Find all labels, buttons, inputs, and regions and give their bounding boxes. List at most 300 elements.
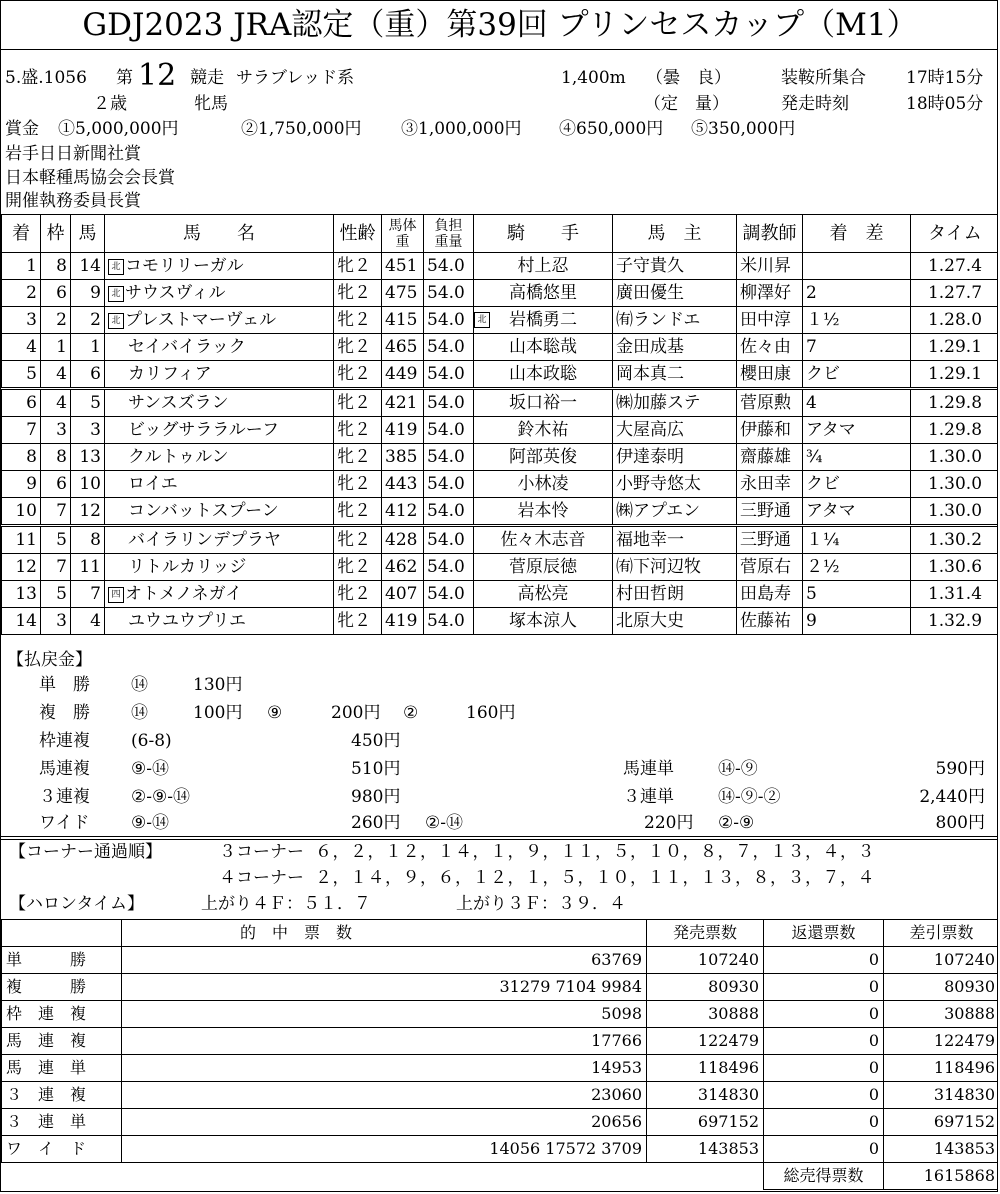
result-bracket: 5 bbox=[41, 581, 71, 608]
sales-type: ３ 連 単 bbox=[2, 1109, 122, 1136]
result-weight: 412 bbox=[382, 498, 424, 526]
award-2: 日本軽種馬協会会長賞 bbox=[5, 168, 175, 188]
result-sexage: 牝２ bbox=[334, 253, 382, 280]
sales-hits: 14953 bbox=[122, 1055, 647, 1082]
result-sexage: 牝２ bbox=[334, 471, 382, 498]
result-owner: ㈱アプエン bbox=[613, 498, 737, 526]
sales-sold: 314830 bbox=[647, 1082, 764, 1109]
col-place: 着 bbox=[2, 215, 41, 253]
result-owner: 伊達泰明 bbox=[613, 444, 737, 471]
prize-1: ①5,000,000円 bbox=[58, 119, 179, 139]
prize-4: ④650,000円 bbox=[559, 119, 664, 139]
prize-2: ②1,750,000円 bbox=[241, 119, 362, 139]
result-place: 3 bbox=[2, 307, 41, 334]
col-weight-label: 馬体重 bbox=[388, 217, 417, 250]
wakuren-label: 枠連複 bbox=[39, 731, 90, 751]
horse-name: セイバイラック bbox=[128, 337, 246, 357]
sales-refund: 0 bbox=[764, 1082, 884, 1109]
result-weight: 465 bbox=[382, 334, 424, 361]
last-3f: 上がり３Ｆ：３９．４ bbox=[456, 894, 626, 914]
result-trainer: 永田幸 bbox=[737, 471, 803, 498]
jockey-name: 坂口裕一 bbox=[509, 393, 577, 413]
result-row bbox=[2, 526, 999, 554]
last-4f: 上がり４Ｆ：５１．７ bbox=[201, 894, 371, 914]
fukusho-label: 複 勝 bbox=[39, 703, 90, 723]
corner-label: 【コーナー通過順】 bbox=[9, 842, 162, 862]
col-number: 馬 bbox=[71, 215, 105, 253]
result-load: 54.0 bbox=[424, 389, 474, 417]
sales-refund: 0 bbox=[764, 974, 884, 1001]
payout-label: 【払戻金】 bbox=[7, 650, 92, 670]
result-weight: 451 bbox=[382, 253, 424, 280]
sales-net: 314830 bbox=[884, 1082, 999, 1109]
sales-type: ワ イ ド bbox=[2, 1136, 122, 1163]
result-bracket: 6 bbox=[41, 280, 71, 307]
result-horse bbox=[105, 280, 334, 307]
prize-3: ③1,000,000円 bbox=[401, 119, 522, 139]
result-time: 1.30.0 bbox=[911, 498, 999, 526]
sales-row bbox=[2, 1001, 999, 1028]
result-place: 7 bbox=[2, 417, 41, 444]
result-time: 1.30.0 bbox=[911, 471, 999, 498]
horse-name: コモリリーガル bbox=[125, 256, 244, 276]
jockey-name: 高松亮 bbox=[517, 584, 569, 604]
sales-hits: 23060 bbox=[122, 1082, 647, 1109]
horse-name: オトメノネガイ bbox=[125, 584, 243, 604]
result-number: 9 bbox=[71, 280, 105, 307]
race-prefix: 第 bbox=[116, 68, 133, 88]
sales-total-label: 総売得票数 bbox=[764, 1163, 884, 1190]
horse-name: カリフィア bbox=[128, 364, 212, 384]
result-time: 1.30.0 bbox=[911, 444, 999, 471]
result-bracket: 4 bbox=[41, 389, 71, 417]
horse-mark-badge: 四 bbox=[108, 587, 124, 603]
result-jockey bbox=[474, 389, 613, 417]
sanrenpuku-combo: ②-⑨-⑭ bbox=[131, 787, 190, 807]
result-sexage: 牝２ bbox=[334, 581, 382, 608]
jockey-name: 岩本怜 bbox=[517, 501, 569, 521]
result-time: 1.28.0 bbox=[911, 307, 999, 334]
sales-refund: 0 bbox=[764, 1001, 884, 1028]
sales-col-hits: 的 中 票 数 bbox=[122, 920, 647, 947]
sales-col-net: 差引票数 bbox=[884, 920, 999, 947]
result-horse bbox=[105, 334, 334, 361]
result-sexage: 牝２ bbox=[334, 498, 382, 526]
result-time: 1.29.1 bbox=[911, 361, 999, 389]
horse-name: サンスズラン bbox=[128, 393, 229, 413]
breed: サラブレッド系 bbox=[236, 68, 355, 88]
result-weight: 475 bbox=[382, 280, 424, 307]
result-margin: １½ bbox=[803, 307, 911, 334]
sales-net: 143853 bbox=[884, 1136, 999, 1163]
fukusho-amount-1: 100円 bbox=[193, 703, 243, 723]
tansho-label: 単 勝 bbox=[39, 675, 90, 695]
fukusho-combo-1: ⑭ bbox=[131, 703, 148, 723]
result-time: 1.32.9 bbox=[911, 608, 999, 635]
sales-sold: 80930 bbox=[647, 974, 764, 1001]
result-weight: 449 bbox=[382, 361, 424, 389]
result-weight: 415 bbox=[382, 307, 424, 334]
race-suffix: 競走 bbox=[190, 68, 224, 88]
award-1: 岩手日日新聞社賞 bbox=[5, 144, 141, 164]
result-load: 54.0 bbox=[424, 471, 474, 498]
jockey-name: 佐々木志音 bbox=[500, 530, 586, 550]
sales-row bbox=[2, 1136, 999, 1163]
divider bbox=[1, 49, 998, 50]
result-number: 3 bbox=[71, 417, 105, 444]
result-jockey bbox=[474, 361, 613, 389]
sales-hits: 31279 7104 9984 bbox=[122, 974, 647, 1001]
result-number: 10 bbox=[71, 471, 105, 498]
corner3-order: ６，２，１２，１４，１，９，１１，５，１０，８，７，１３，４，３ bbox=[315, 842, 875, 862]
sales-row bbox=[2, 974, 999, 1001]
saddling-time: 17時15分 bbox=[906, 68, 984, 88]
sales-net: 697152 bbox=[884, 1109, 999, 1136]
result-owner: 廣田優生 bbox=[613, 280, 737, 307]
horse-name: バイラリンデプラヤ bbox=[128, 530, 281, 550]
result-trainer: 柳澤好 bbox=[737, 280, 803, 307]
result-sexage: 牝２ bbox=[334, 444, 382, 471]
result-sexage: 牝２ bbox=[334, 554, 382, 581]
result-weight: 385 bbox=[382, 444, 424, 471]
sales-hits: 14056 17572 3709 bbox=[122, 1136, 647, 1163]
race-number: 12 bbox=[138, 58, 177, 93]
sanrentan-label: ３連単 bbox=[623, 787, 674, 807]
sales-row bbox=[2, 1082, 999, 1109]
result-time: 1.31.4 bbox=[911, 581, 999, 608]
result-jockey bbox=[474, 307, 613, 334]
horse-name: サウスヴィル bbox=[125, 283, 226, 303]
result-row bbox=[2, 280, 999, 307]
result-row bbox=[2, 581, 999, 608]
result-jockey bbox=[474, 608, 613, 635]
horse-name: クルトゥルン bbox=[128, 447, 229, 467]
result-horse bbox=[105, 471, 334, 498]
col-sexage: 性齢 bbox=[334, 215, 382, 253]
sales-refund: 0 bbox=[764, 1136, 884, 1163]
sales-refund: 0 bbox=[764, 1055, 884, 1082]
result-number: 6 bbox=[71, 361, 105, 389]
sales-type: ３ 連 複 bbox=[2, 1082, 122, 1109]
jockey-name: 阿部英俊 bbox=[509, 447, 577, 467]
sales-sold: 122479 bbox=[647, 1028, 764, 1055]
result-margin: 9 bbox=[803, 608, 911, 635]
jockey-name: 菅原辰徳 bbox=[509, 557, 577, 577]
sales-refund: 0 bbox=[764, 1028, 884, 1055]
sales-type: 複 勝 bbox=[2, 974, 122, 1001]
result-place: 13 bbox=[2, 581, 41, 608]
result-owner: 福地幸一 bbox=[613, 526, 737, 554]
result-load: 54.0 bbox=[424, 361, 474, 389]
result-place: 4 bbox=[2, 334, 41, 361]
result-trainer: 佐々由 bbox=[737, 334, 803, 361]
result-margin: ¾ bbox=[803, 444, 911, 471]
wide-combo-2: ②-⑭ bbox=[425, 813, 463, 833]
result-place: 12 bbox=[2, 554, 41, 581]
sanrentan-amount: 2,440円 bbox=[919, 787, 985, 807]
result-horse bbox=[105, 253, 334, 280]
result-load: 54.0 bbox=[424, 417, 474, 444]
result-horse bbox=[105, 554, 334, 581]
col-jockey: 騎 手 bbox=[474, 215, 613, 253]
horse-name: ロイエ bbox=[128, 474, 178, 494]
result-owner: 岡本真二 bbox=[613, 361, 737, 389]
result-row bbox=[2, 554, 999, 581]
result-horse bbox=[105, 417, 334, 444]
corner4-label: ４コーナー bbox=[219, 868, 304, 888]
result-jockey bbox=[474, 444, 613, 471]
furlong-label: 【ハロンタイム】 bbox=[9, 894, 144, 914]
result-owner: 大屋高広 bbox=[613, 417, 737, 444]
result-bracket: 1 bbox=[41, 334, 71, 361]
result-row bbox=[2, 253, 999, 280]
sales-total-row bbox=[2, 1163, 999, 1190]
tansho-amount: 130円 bbox=[193, 675, 243, 695]
col-time: タイム bbox=[911, 215, 999, 253]
sanrenpuku-amount: 980円 bbox=[351, 787, 401, 807]
result-owner: 北原大史 bbox=[613, 608, 737, 635]
sales-sold: 107240 bbox=[647, 947, 764, 974]
result-time: 1.30.2 bbox=[911, 526, 999, 554]
result-place: 2 bbox=[2, 280, 41, 307]
fukusho-amount-2: 200円 bbox=[331, 703, 381, 723]
result-number: 12 bbox=[71, 498, 105, 526]
result-sexage: 牝２ bbox=[334, 334, 382, 361]
result-owner: 小野寺悠太 bbox=[613, 471, 737, 498]
result-bracket: 7 bbox=[41, 498, 71, 526]
sales-hits: 63769 bbox=[122, 947, 647, 974]
result-time: 1.27.4 bbox=[911, 253, 999, 280]
jockey-name: 小林凌 bbox=[517, 474, 569, 494]
result-owner: ㈱加藤ステ bbox=[613, 389, 737, 417]
result-row bbox=[2, 498, 999, 526]
result-number: 8 bbox=[71, 526, 105, 554]
sales-col-sold: 発売票数 bbox=[647, 920, 764, 947]
result-row bbox=[2, 608, 999, 635]
result-load: 54.0 bbox=[424, 526, 474, 554]
sales-type: 単 勝 bbox=[2, 947, 122, 974]
track-condition: （曇 良） bbox=[646, 68, 731, 88]
result-margin: クビ bbox=[803, 471, 911, 498]
result-bracket: 8 bbox=[41, 444, 71, 471]
umaren-amount: 510円 bbox=[351, 759, 401, 779]
result-load: 54.0 bbox=[424, 253, 474, 280]
col-trainer: 調教師 bbox=[737, 215, 803, 253]
result-bracket: 4 bbox=[41, 361, 71, 389]
sales-sold: 118496 bbox=[647, 1055, 764, 1082]
post-label: 発走時刻 bbox=[781, 94, 849, 114]
result-weight: 419 bbox=[382, 417, 424, 444]
result-number: 13 bbox=[71, 444, 105, 471]
result-load: 54.0 bbox=[424, 334, 474, 361]
result-load: 54.0 bbox=[424, 554, 474, 581]
umatan-combo: ⑭-⑨ bbox=[718, 759, 758, 779]
result-jockey bbox=[474, 253, 613, 280]
result-time: 1.29.8 bbox=[911, 389, 999, 417]
result-owner: ㈲下河辺牧 bbox=[613, 554, 737, 581]
result-jockey bbox=[474, 417, 613, 444]
result-time: 1.30.6 bbox=[911, 554, 999, 581]
result-number: 1 bbox=[71, 334, 105, 361]
horse-mark-badge: 北 bbox=[108, 313, 124, 329]
sales-net: 118496 bbox=[884, 1055, 999, 1082]
sales-net: 30888 bbox=[884, 1001, 999, 1028]
umaren-combo: ⑨-⑭ bbox=[131, 759, 169, 779]
umaren-label: 馬連複 bbox=[39, 759, 90, 779]
result-time: 1.29.1 bbox=[911, 334, 999, 361]
horse-mark-badge: 北 bbox=[108, 286, 124, 302]
result-horse bbox=[105, 581, 334, 608]
sales-row bbox=[2, 1055, 999, 1082]
result-row bbox=[2, 307, 999, 334]
result-number: 2 bbox=[71, 307, 105, 334]
result-bracket: 3 bbox=[41, 417, 71, 444]
result-load: 54.0 bbox=[424, 307, 474, 334]
result-jockey bbox=[474, 471, 613, 498]
results-header-row bbox=[2, 215, 999, 253]
wide-amount-2: 220円 bbox=[644, 813, 694, 833]
result-horse bbox=[105, 526, 334, 554]
result-load: 54.0 bbox=[424, 280, 474, 307]
sales-type: 馬 連 複 bbox=[2, 1028, 122, 1055]
wide-amount-1: 260円 bbox=[351, 813, 401, 833]
jockey-name: 山本政聡 bbox=[509, 364, 577, 384]
umatan-label: 馬連単 bbox=[623, 759, 674, 779]
result-trainer: 菅原右 bbox=[737, 554, 803, 581]
result-place: 5 bbox=[2, 361, 41, 389]
sales-type: 枠 連 複 bbox=[2, 1001, 122, 1028]
result-trainer: 佐藤祐 bbox=[737, 608, 803, 635]
result-owner: 村田哲朗 bbox=[613, 581, 737, 608]
sales-refund: 0 bbox=[764, 1109, 884, 1136]
sales-hits: 5098 bbox=[122, 1001, 647, 1028]
result-horse bbox=[105, 361, 334, 389]
result-trainer: 田中淳 bbox=[737, 307, 803, 334]
result-time: 1.29.8 bbox=[911, 417, 999, 444]
result-margin: 5 bbox=[803, 581, 911, 608]
result-jockey bbox=[474, 498, 613, 526]
horse-name: ユウユウプリエ bbox=[128, 611, 246, 631]
horse-name: リトルカリッジ bbox=[128, 557, 247, 577]
result-time: 1.27.7 bbox=[911, 280, 999, 307]
result-jockey bbox=[474, 526, 613, 554]
result-trainer: 米川昇 bbox=[737, 253, 803, 280]
jockey-name: 塚本涼人 bbox=[509, 611, 577, 631]
fukusho-amount-3: 160円 bbox=[466, 703, 516, 723]
sales-net: 107240 bbox=[884, 947, 999, 974]
sanrentan-combo: ⑭-⑨-② bbox=[718, 787, 781, 807]
result-trainer: 田島寿 bbox=[737, 581, 803, 608]
result-sexage: 牝２ bbox=[334, 280, 382, 307]
sales-total-value: 1615868 bbox=[884, 1163, 999, 1190]
wide-label: ワイド bbox=[39, 813, 90, 833]
result-place: 10 bbox=[2, 498, 41, 526]
result-sexage: 牝２ bbox=[334, 389, 382, 417]
result-bracket: 7 bbox=[41, 554, 71, 581]
corner4-order: ２，１４，９，６，１２，１，５，１０，１１，１３，８，３，７，４ bbox=[315, 868, 875, 888]
horse-mark-badge: 北 bbox=[108, 259, 124, 275]
result-weight: 462 bbox=[382, 554, 424, 581]
result-place: 11 bbox=[2, 526, 41, 554]
result-trainer: 三野通 bbox=[737, 526, 803, 554]
result-margin: 2 bbox=[803, 280, 911, 307]
sex: 牝馬 bbox=[194, 94, 228, 114]
result-row bbox=[2, 334, 999, 361]
sales-header-row bbox=[2, 920, 999, 947]
result-margin: 7 bbox=[803, 334, 911, 361]
jockey-mark-badge: 北 bbox=[474, 312, 490, 328]
sales-net: 122479 bbox=[884, 1028, 999, 1055]
horse-name: プレストマーヴェル bbox=[125, 310, 277, 330]
col-load-label: 負担重量 bbox=[434, 217, 463, 250]
result-bracket: 6 bbox=[41, 471, 71, 498]
result-bracket: 3 bbox=[41, 608, 71, 635]
result-place: 8 bbox=[2, 444, 41, 471]
result-sexage: 牝２ bbox=[334, 526, 382, 554]
sanrenpuku-label: ３連複 bbox=[39, 787, 90, 807]
result-horse bbox=[105, 444, 334, 471]
result-trainer: 齋藤雄 bbox=[737, 444, 803, 471]
sales-row bbox=[2, 1028, 999, 1055]
jockey-name: 村上忍 bbox=[517, 256, 569, 276]
umatan-amount: 590円 bbox=[935, 759, 985, 779]
fukusho-combo-3: ② bbox=[403, 703, 419, 723]
sales-refund: 0 bbox=[764, 947, 884, 974]
post-time: 18時05分 bbox=[906, 94, 984, 114]
sales-table bbox=[1, 919, 998, 1190]
result-jockey bbox=[474, 554, 613, 581]
result-jockey bbox=[474, 280, 613, 307]
col-margin: 着 差 bbox=[803, 215, 911, 253]
sales-col-refund: 返還票数 bbox=[764, 920, 884, 947]
result-weight: 407 bbox=[382, 581, 424, 608]
sales-row bbox=[2, 947, 999, 974]
fukusho-combo-2: ⑨ bbox=[267, 703, 283, 723]
sales-header-blank bbox=[2, 920, 122, 947]
result-weight: 443 bbox=[382, 471, 424, 498]
jockey-name: 鈴木祐 bbox=[517, 420, 569, 440]
result-sexage: 牝２ bbox=[334, 417, 382, 444]
col-weight bbox=[382, 215, 424, 253]
result-bracket: 5 bbox=[41, 526, 71, 554]
result-jockey bbox=[474, 581, 613, 608]
result-owner: 金田成基 bbox=[613, 334, 737, 361]
result-trainer: 櫻田康 bbox=[737, 361, 803, 389]
wide-combo-1: ⑨-⑭ bbox=[131, 813, 169, 833]
horse-name: ビッグサララルーフ bbox=[128, 420, 279, 440]
result-sexage: 牝２ bbox=[334, 361, 382, 389]
result-place: 1 bbox=[2, 253, 41, 280]
result-margin: ２½ bbox=[803, 554, 911, 581]
jockey-name: 岩橋勇二 bbox=[509, 310, 577, 330]
result-row bbox=[2, 444, 999, 471]
wakuren-combo: (6-8) bbox=[131, 731, 172, 751]
race-title: GDJ2023 JRA認定（重）第39回 プリンセスカップ（M1） bbox=[82, 7, 918, 43]
result-load: 54.0 bbox=[424, 608, 474, 635]
sales-row bbox=[2, 1109, 999, 1136]
result-place: 14 bbox=[2, 608, 41, 635]
result-number: 7 bbox=[71, 581, 105, 608]
result-trainer: 伊藤和 bbox=[737, 417, 803, 444]
weight-rule: （定 量） bbox=[644, 94, 729, 114]
result-trainer: 三野通 bbox=[737, 498, 803, 526]
result-row bbox=[2, 389, 999, 417]
result-number: 5 bbox=[71, 389, 105, 417]
saddling-label: 装鞍所集合 bbox=[781, 68, 866, 88]
result-sexage: 牝２ bbox=[334, 608, 382, 635]
result-place: 9 bbox=[2, 471, 41, 498]
wide-amount-3: 800円 bbox=[935, 813, 985, 833]
